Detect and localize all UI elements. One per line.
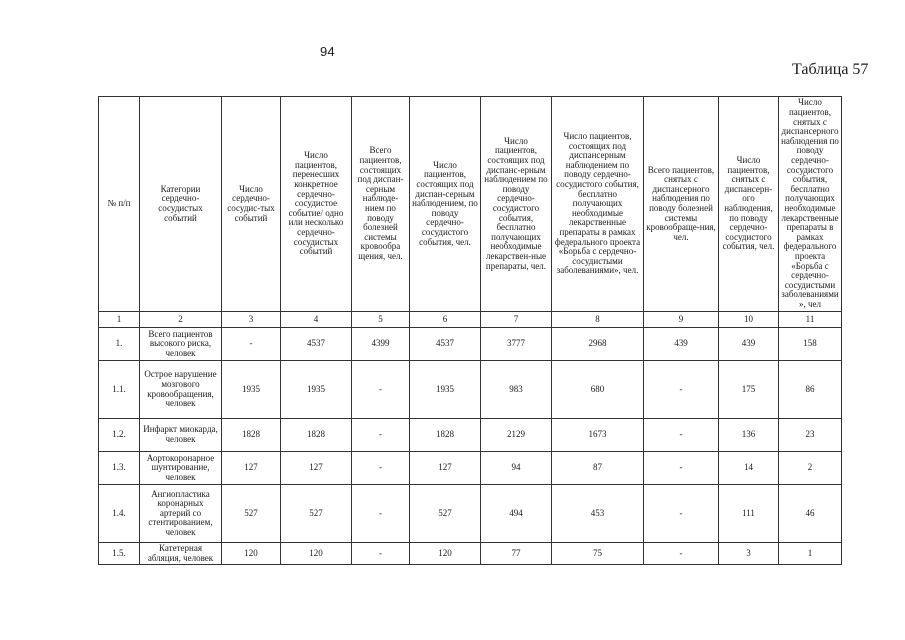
table-cell: 86 xyxy=(779,361,842,419)
table-cell: 77 xyxy=(481,543,552,565)
row-category: Ангиопластика коронарных артерий со стентированием, человек xyxy=(140,485,222,543)
table-cell: 1673 xyxy=(552,419,644,452)
table-cell: 453 xyxy=(552,485,644,543)
table-row xyxy=(99,485,842,543)
table-cell: 1935 xyxy=(281,361,352,419)
table-cell: - xyxy=(222,328,281,361)
table-cell: - xyxy=(644,361,719,419)
row-number: 1. xyxy=(99,328,140,361)
column-number: 8 xyxy=(552,312,644,328)
table-cell: - xyxy=(352,485,410,543)
column-number: 3 xyxy=(222,312,281,328)
column-number: 6 xyxy=(410,312,481,328)
table-cell: 439 xyxy=(719,328,779,361)
table-cell: 136 xyxy=(719,419,779,452)
header-cell: Число пациентов, состоящих под диспанс-ерным наблюдением по поводу сердечно-сосудистого события, бесплатно получающих необходимые лекарствен-ные препараты, чел. xyxy=(481,97,552,312)
table-cell: 87 xyxy=(552,452,644,485)
header-cell: Всего пациентов, состоящих под диспан-серным наблюде-нием по поводу болезней системы кровообра щения, чел. xyxy=(352,97,410,312)
header-cell: Число пациентов, состоящих под диспансерным наблюдением по поводу сердечно-сосудистого события, бесплатно получающих необходимые лекарственные препараты в рамках федерального проекта «Борьба с сердечно-сосудистыми заболеваниями», чел. xyxy=(552,97,644,312)
column-number: 4 xyxy=(281,312,352,328)
table-cell: 527 xyxy=(410,485,481,543)
table-cell: 14 xyxy=(719,452,779,485)
table-header-row xyxy=(99,97,842,312)
table-cell: 494 xyxy=(481,485,552,543)
table-cell: 120 xyxy=(410,543,481,565)
row-number: 1.1. xyxy=(99,361,140,419)
table-cell: - xyxy=(352,452,410,485)
table-cell: 3777 xyxy=(481,328,552,361)
table-cell: - xyxy=(644,452,719,485)
table-cell: 1828 xyxy=(410,419,481,452)
table-cell: 23 xyxy=(779,419,842,452)
table-cell: - xyxy=(352,361,410,419)
table-cell: 4537 xyxy=(281,328,352,361)
table-cell: 2129 xyxy=(481,419,552,452)
table-cell: 1 xyxy=(779,543,842,565)
column-number: 2 xyxy=(140,312,222,328)
table-cell: 94 xyxy=(481,452,552,485)
header-cell: Число пациентов, состоящих под диспан-серным наблюдением, по поводу сердечно-сосудистого события, чел. xyxy=(410,97,481,312)
table-cell: 1935 xyxy=(222,361,281,419)
table-cell: 127 xyxy=(410,452,481,485)
column-number: 11 xyxy=(779,312,842,328)
row-category: Катетерная абляция, человек xyxy=(140,543,222,565)
table-cell: 3 xyxy=(719,543,779,565)
table-cell: 439 xyxy=(644,328,719,361)
header-cell: Число пациентов, снятых с диспансерного наблюдения по поводу сердечно-сосудистого события, бесплатно получающих необходимые лекарственные препараты в рамках федерального проекта «Борьба с сердечно-сосудистыми заболеваниями», чел xyxy=(779,97,842,312)
table-caption: Таблица 57 xyxy=(792,61,869,78)
table-cell: 127 xyxy=(281,452,352,485)
table-cell: 111 xyxy=(719,485,779,543)
table-cell: 158 xyxy=(779,328,842,361)
row-number: 1.5. xyxy=(99,543,140,565)
table-cell: 1935 xyxy=(410,361,481,419)
table-cell: - xyxy=(644,485,719,543)
table-row xyxy=(99,419,842,452)
table-cell: - xyxy=(644,419,719,452)
row-category: Аортокоронарное шунтирование, человек xyxy=(140,452,222,485)
column-number-row xyxy=(99,312,842,328)
row-number: 1.4. xyxy=(99,485,140,543)
column-number: 10 xyxy=(719,312,779,328)
table-cell: 120 xyxy=(222,543,281,565)
column-number: 7 xyxy=(481,312,552,328)
column-number: 1 xyxy=(99,312,140,328)
row-category: Инфаркт миокарда, человек xyxy=(140,419,222,452)
header-cell: Число сердечно-сосудис-тых событий xyxy=(222,97,281,312)
page-number: 94 xyxy=(320,44,335,59)
table-row xyxy=(99,328,842,361)
table-cell: 120 xyxy=(281,543,352,565)
table-cell: 1828 xyxy=(281,419,352,452)
table-row xyxy=(99,361,842,419)
table-cell: 680 xyxy=(552,361,644,419)
table-cell: - xyxy=(644,543,719,565)
row-number: 1.2. xyxy=(99,419,140,452)
header-cell: Число пациентов, перенесших конкретное сердечно-сосудистое событие/ одно или несколько сердечно-сосудистых событий xyxy=(281,97,352,312)
table-cell: 983 xyxy=(481,361,552,419)
row-category: Всего пациентов высокого риска, человек xyxy=(140,328,222,361)
table-cell: - xyxy=(352,543,410,565)
table-cell: 4399 xyxy=(352,328,410,361)
table-row xyxy=(99,452,842,485)
table-cell: 527 xyxy=(281,485,352,543)
row-number: 1.3. xyxy=(99,452,140,485)
statistics-table xyxy=(98,96,842,565)
table-cell: 2 xyxy=(779,452,842,485)
header-cell: № п/п xyxy=(99,97,140,312)
header-cell: Всего пациентов, снятых с диспансерного наблюдения по поводу болезней системы кровообраще-ния, чел. xyxy=(644,97,719,312)
table-cell: 46 xyxy=(779,485,842,543)
table-cell: 2968 xyxy=(552,328,644,361)
header-cell: Число пациентов, снятых с диспансерн-ого наблюдения, по поводу сердечно-сосудистого события, чел. xyxy=(719,97,779,312)
table-cell: 1828 xyxy=(222,419,281,452)
column-number: 9 xyxy=(644,312,719,328)
column-number: 5 xyxy=(352,312,410,328)
header-cell: Категории сердечно-сосудистых событий xyxy=(140,97,222,312)
table-cell: - xyxy=(352,419,410,452)
table-cell: 527 xyxy=(222,485,281,543)
table-cell: 4537 xyxy=(410,328,481,361)
table-row xyxy=(99,543,842,565)
table-cell: 127 xyxy=(222,452,281,485)
row-category: Острое нарушение мозгового кровообращения, человек xyxy=(140,361,222,419)
table-cell: 75 xyxy=(552,543,644,565)
table-cell: 175 xyxy=(719,361,779,419)
